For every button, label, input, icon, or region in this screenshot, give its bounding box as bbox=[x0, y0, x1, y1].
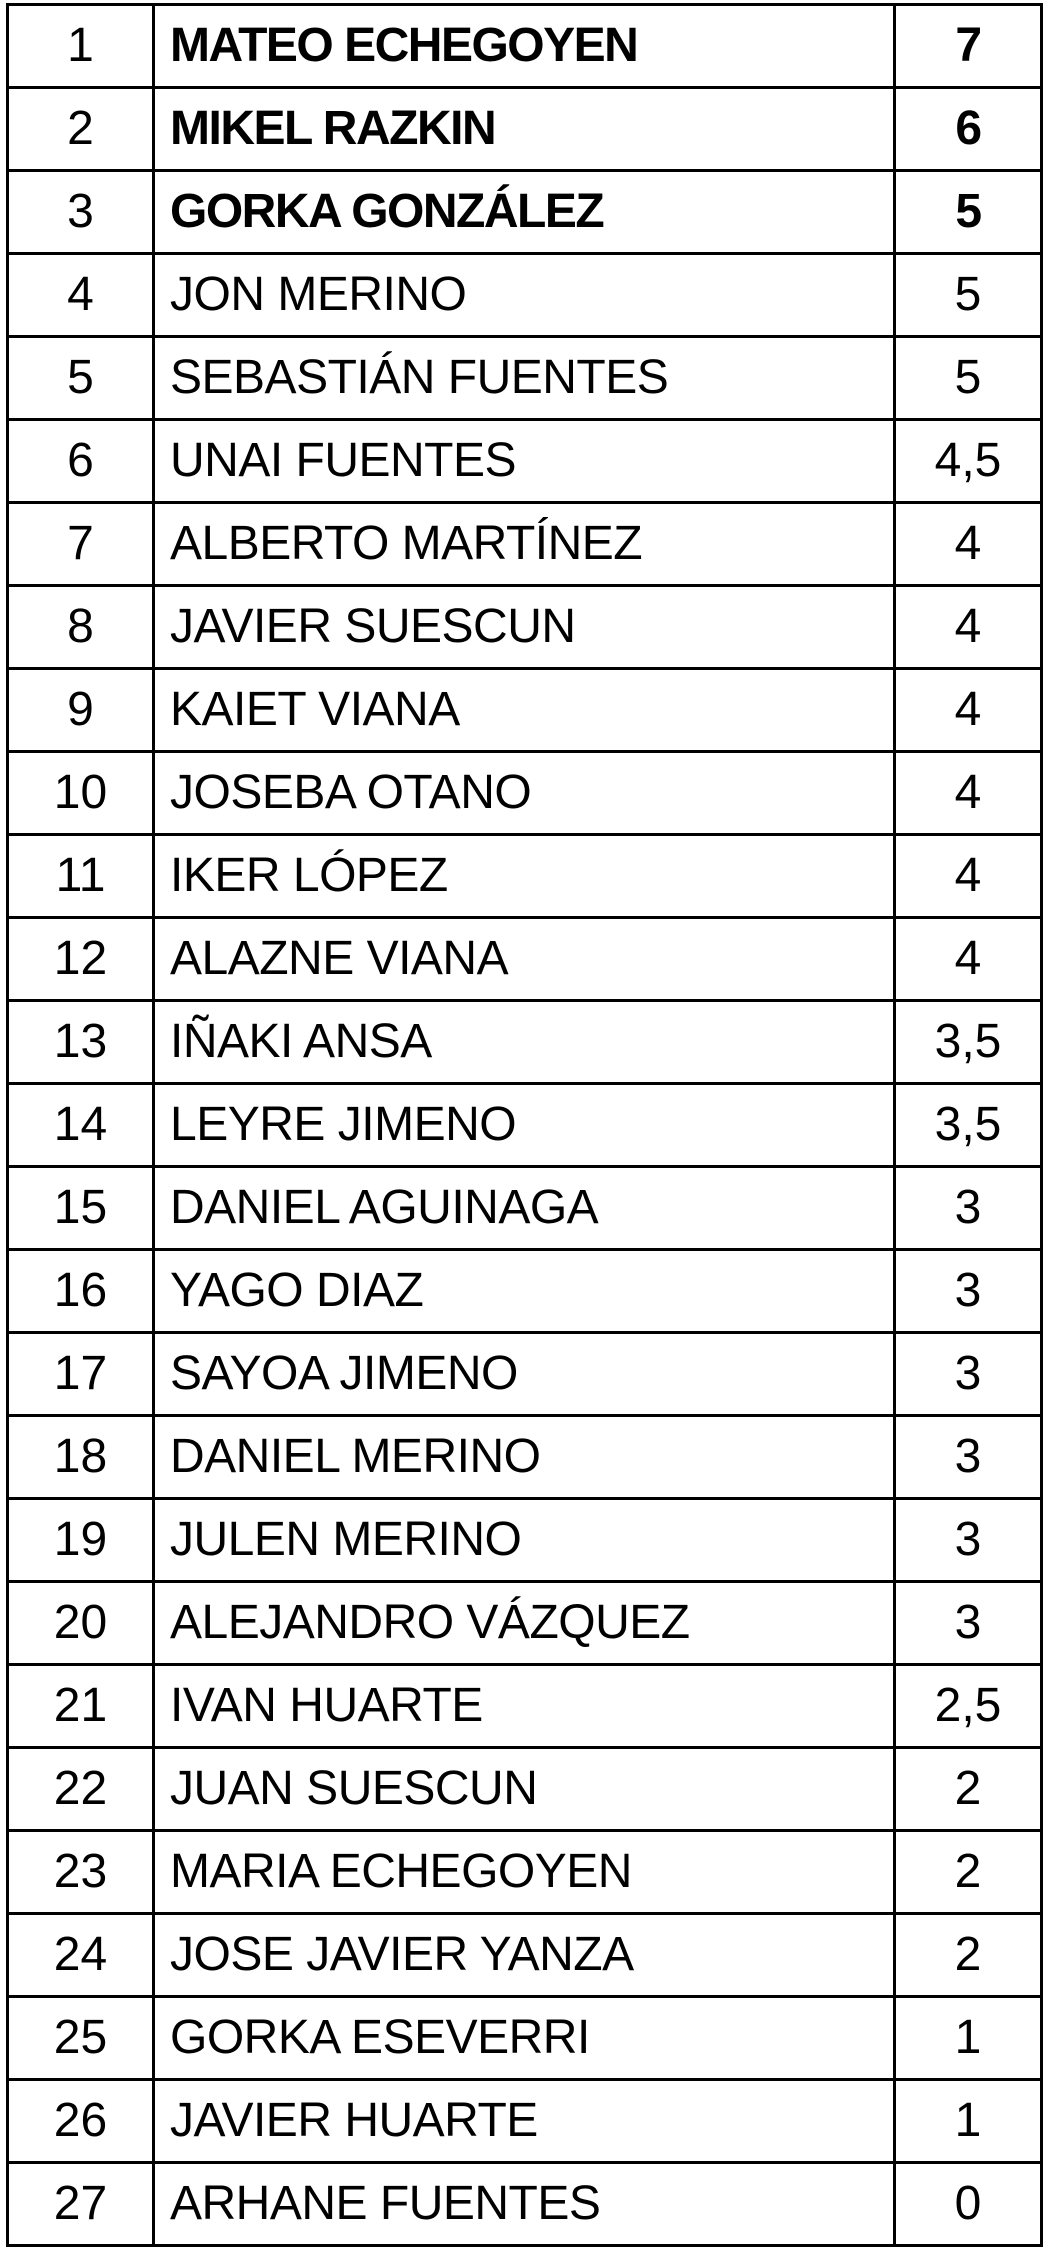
player-name-cell: JON MERINO bbox=[154, 254, 895, 337]
table-row bbox=[8, 503, 1042, 586]
table-row bbox=[8, 420, 1042, 503]
position-cell: 8 bbox=[8, 586, 154, 669]
position-cell: 24 bbox=[8, 1914, 154, 1997]
player-name-cell: JOSEBA OTANO bbox=[154, 752, 895, 835]
player-name-cell: UNAI FUENTES bbox=[154, 420, 895, 503]
position-cell: 22 bbox=[8, 1748, 154, 1831]
table-row bbox=[8, 1665, 1042, 1748]
player-name-cell: MATEO ECHEGOYEN bbox=[154, 5, 895, 88]
table-row bbox=[8, 337, 1042, 420]
points-cell: 7 bbox=[895, 5, 1042, 88]
table-row bbox=[8, 1084, 1042, 1167]
table-row bbox=[8, 1333, 1042, 1416]
points-cell: 5 bbox=[895, 337, 1042, 420]
table-row bbox=[8, 2080, 1042, 2163]
points-cell: 4 bbox=[895, 752, 1042, 835]
player-name-cell: JAVIER SUESCUN bbox=[154, 586, 895, 669]
player-name-cell: ALAZNE VIANA bbox=[154, 918, 895, 1001]
standings-body bbox=[8, 5, 1042, 2246]
table-row bbox=[8, 171, 1042, 254]
table-row bbox=[8, 752, 1042, 835]
points-cell: 2 bbox=[895, 1748, 1042, 1831]
player-name-cell: ALEJANDRO VÁZQUEZ bbox=[154, 1582, 895, 1665]
player-name-cell: GORKA GONZÁLEZ bbox=[154, 171, 895, 254]
points-cell: 3 bbox=[895, 1499, 1042, 1582]
table-row bbox=[8, 1167, 1042, 1250]
table-row bbox=[8, 1001, 1042, 1084]
player-name-cell: JAVIER HUARTE bbox=[154, 2080, 895, 2163]
table-row bbox=[8, 1997, 1042, 2080]
points-cell: 3 bbox=[895, 1333, 1042, 1416]
player-name-cell: JUAN SUESCUN bbox=[154, 1748, 895, 1831]
position-cell: 11 bbox=[8, 835, 154, 918]
table-row bbox=[8, 2163, 1042, 2246]
position-cell: 15 bbox=[8, 1167, 154, 1250]
position-cell: 14 bbox=[8, 1084, 154, 1167]
position-cell: 13 bbox=[8, 1001, 154, 1084]
table-row bbox=[8, 1416, 1042, 1499]
player-name-cell: MIKEL RAZKIN bbox=[154, 88, 895, 171]
points-cell: 1 bbox=[895, 2080, 1042, 2163]
points-cell: 2,5 bbox=[895, 1665, 1042, 1748]
points-cell: 6 bbox=[895, 88, 1042, 171]
position-cell: 18 bbox=[8, 1416, 154, 1499]
player-name-cell: SEBASTIÁN FUENTES bbox=[154, 337, 895, 420]
points-cell: 3 bbox=[895, 1167, 1042, 1250]
position-cell: 7 bbox=[8, 503, 154, 586]
table-row bbox=[8, 1499, 1042, 1582]
points-cell: 5 bbox=[895, 254, 1042, 337]
standings-table bbox=[6, 3, 1043, 2247]
points-cell: 3 bbox=[895, 1582, 1042, 1665]
table-row bbox=[8, 88, 1042, 171]
position-cell: 27 bbox=[8, 2163, 154, 2246]
points-cell: 2 bbox=[895, 1831, 1042, 1914]
table-row bbox=[8, 254, 1042, 337]
player-name-cell: ARHANE FUENTES bbox=[154, 2163, 895, 2246]
points-cell: 1 bbox=[895, 1997, 1042, 2080]
player-name-cell: SAYOA JIMENO bbox=[154, 1333, 895, 1416]
table-row bbox=[8, 669, 1042, 752]
table-row bbox=[8, 1831, 1042, 1914]
points-cell: 4 bbox=[895, 503, 1042, 586]
position-cell: 1 bbox=[8, 5, 154, 88]
player-name-cell: IÑAKI ANSA bbox=[154, 1001, 895, 1084]
position-cell: 10 bbox=[8, 752, 154, 835]
points-cell: 4 bbox=[895, 918, 1042, 1001]
points-cell: 5 bbox=[895, 171, 1042, 254]
position-cell: 6 bbox=[8, 420, 154, 503]
points-cell: 3,5 bbox=[895, 1001, 1042, 1084]
points-cell: 4 bbox=[895, 835, 1042, 918]
points-cell: 4 bbox=[895, 586, 1042, 669]
player-name-cell: JOSE JAVIER YANZA bbox=[154, 1914, 895, 1997]
table-row bbox=[8, 586, 1042, 669]
position-cell: 17 bbox=[8, 1333, 154, 1416]
table-row bbox=[8, 1250, 1042, 1333]
points-cell: 3,5 bbox=[895, 1084, 1042, 1167]
table-row bbox=[8, 1582, 1042, 1665]
table-row bbox=[8, 1914, 1042, 1997]
position-cell: 5 bbox=[8, 337, 154, 420]
player-name-cell: IVAN HUARTE bbox=[154, 1665, 895, 1748]
position-cell: 25 bbox=[8, 1997, 154, 2080]
player-name-cell: GORKA ESEVERRI bbox=[154, 1997, 895, 2080]
player-name-cell: DANIEL AGUINAGA bbox=[154, 1167, 895, 1250]
player-name-cell: DANIEL MERINO bbox=[154, 1416, 895, 1499]
position-cell: 12 bbox=[8, 918, 154, 1001]
table-row bbox=[8, 5, 1042, 88]
table-row bbox=[8, 835, 1042, 918]
player-name-cell: MARIA ECHEGOYEN bbox=[154, 1831, 895, 1914]
position-cell: 21 bbox=[8, 1665, 154, 1748]
position-cell: 4 bbox=[8, 254, 154, 337]
player-name-cell: KAIET VIANA bbox=[154, 669, 895, 752]
position-cell: 23 bbox=[8, 1831, 154, 1914]
points-cell: 3 bbox=[895, 1416, 1042, 1499]
player-name-cell: LEYRE JIMENO bbox=[154, 1084, 895, 1167]
player-name-cell: IKER LÓPEZ bbox=[154, 835, 895, 918]
position-cell: 16 bbox=[8, 1250, 154, 1333]
points-cell: 3 bbox=[895, 1250, 1042, 1333]
table-row bbox=[8, 1748, 1042, 1831]
player-name-cell: YAGO DIAZ bbox=[154, 1250, 895, 1333]
points-cell: 2 bbox=[895, 1914, 1042, 1997]
position-cell: 19 bbox=[8, 1499, 154, 1582]
position-cell: 3 bbox=[8, 171, 154, 254]
points-cell: 0 bbox=[895, 2163, 1042, 2246]
player-name-cell: ALBERTO MARTÍNEZ bbox=[154, 503, 895, 586]
points-cell: 4 bbox=[895, 669, 1042, 752]
player-name-cell: JULEN MERINO bbox=[154, 1499, 895, 1582]
position-cell: 2 bbox=[8, 88, 154, 171]
position-cell: 20 bbox=[8, 1582, 154, 1665]
points-cell: 4,5 bbox=[895, 420, 1042, 503]
position-cell: 26 bbox=[8, 2080, 154, 2163]
table-row bbox=[8, 918, 1042, 1001]
position-cell: 9 bbox=[8, 669, 154, 752]
